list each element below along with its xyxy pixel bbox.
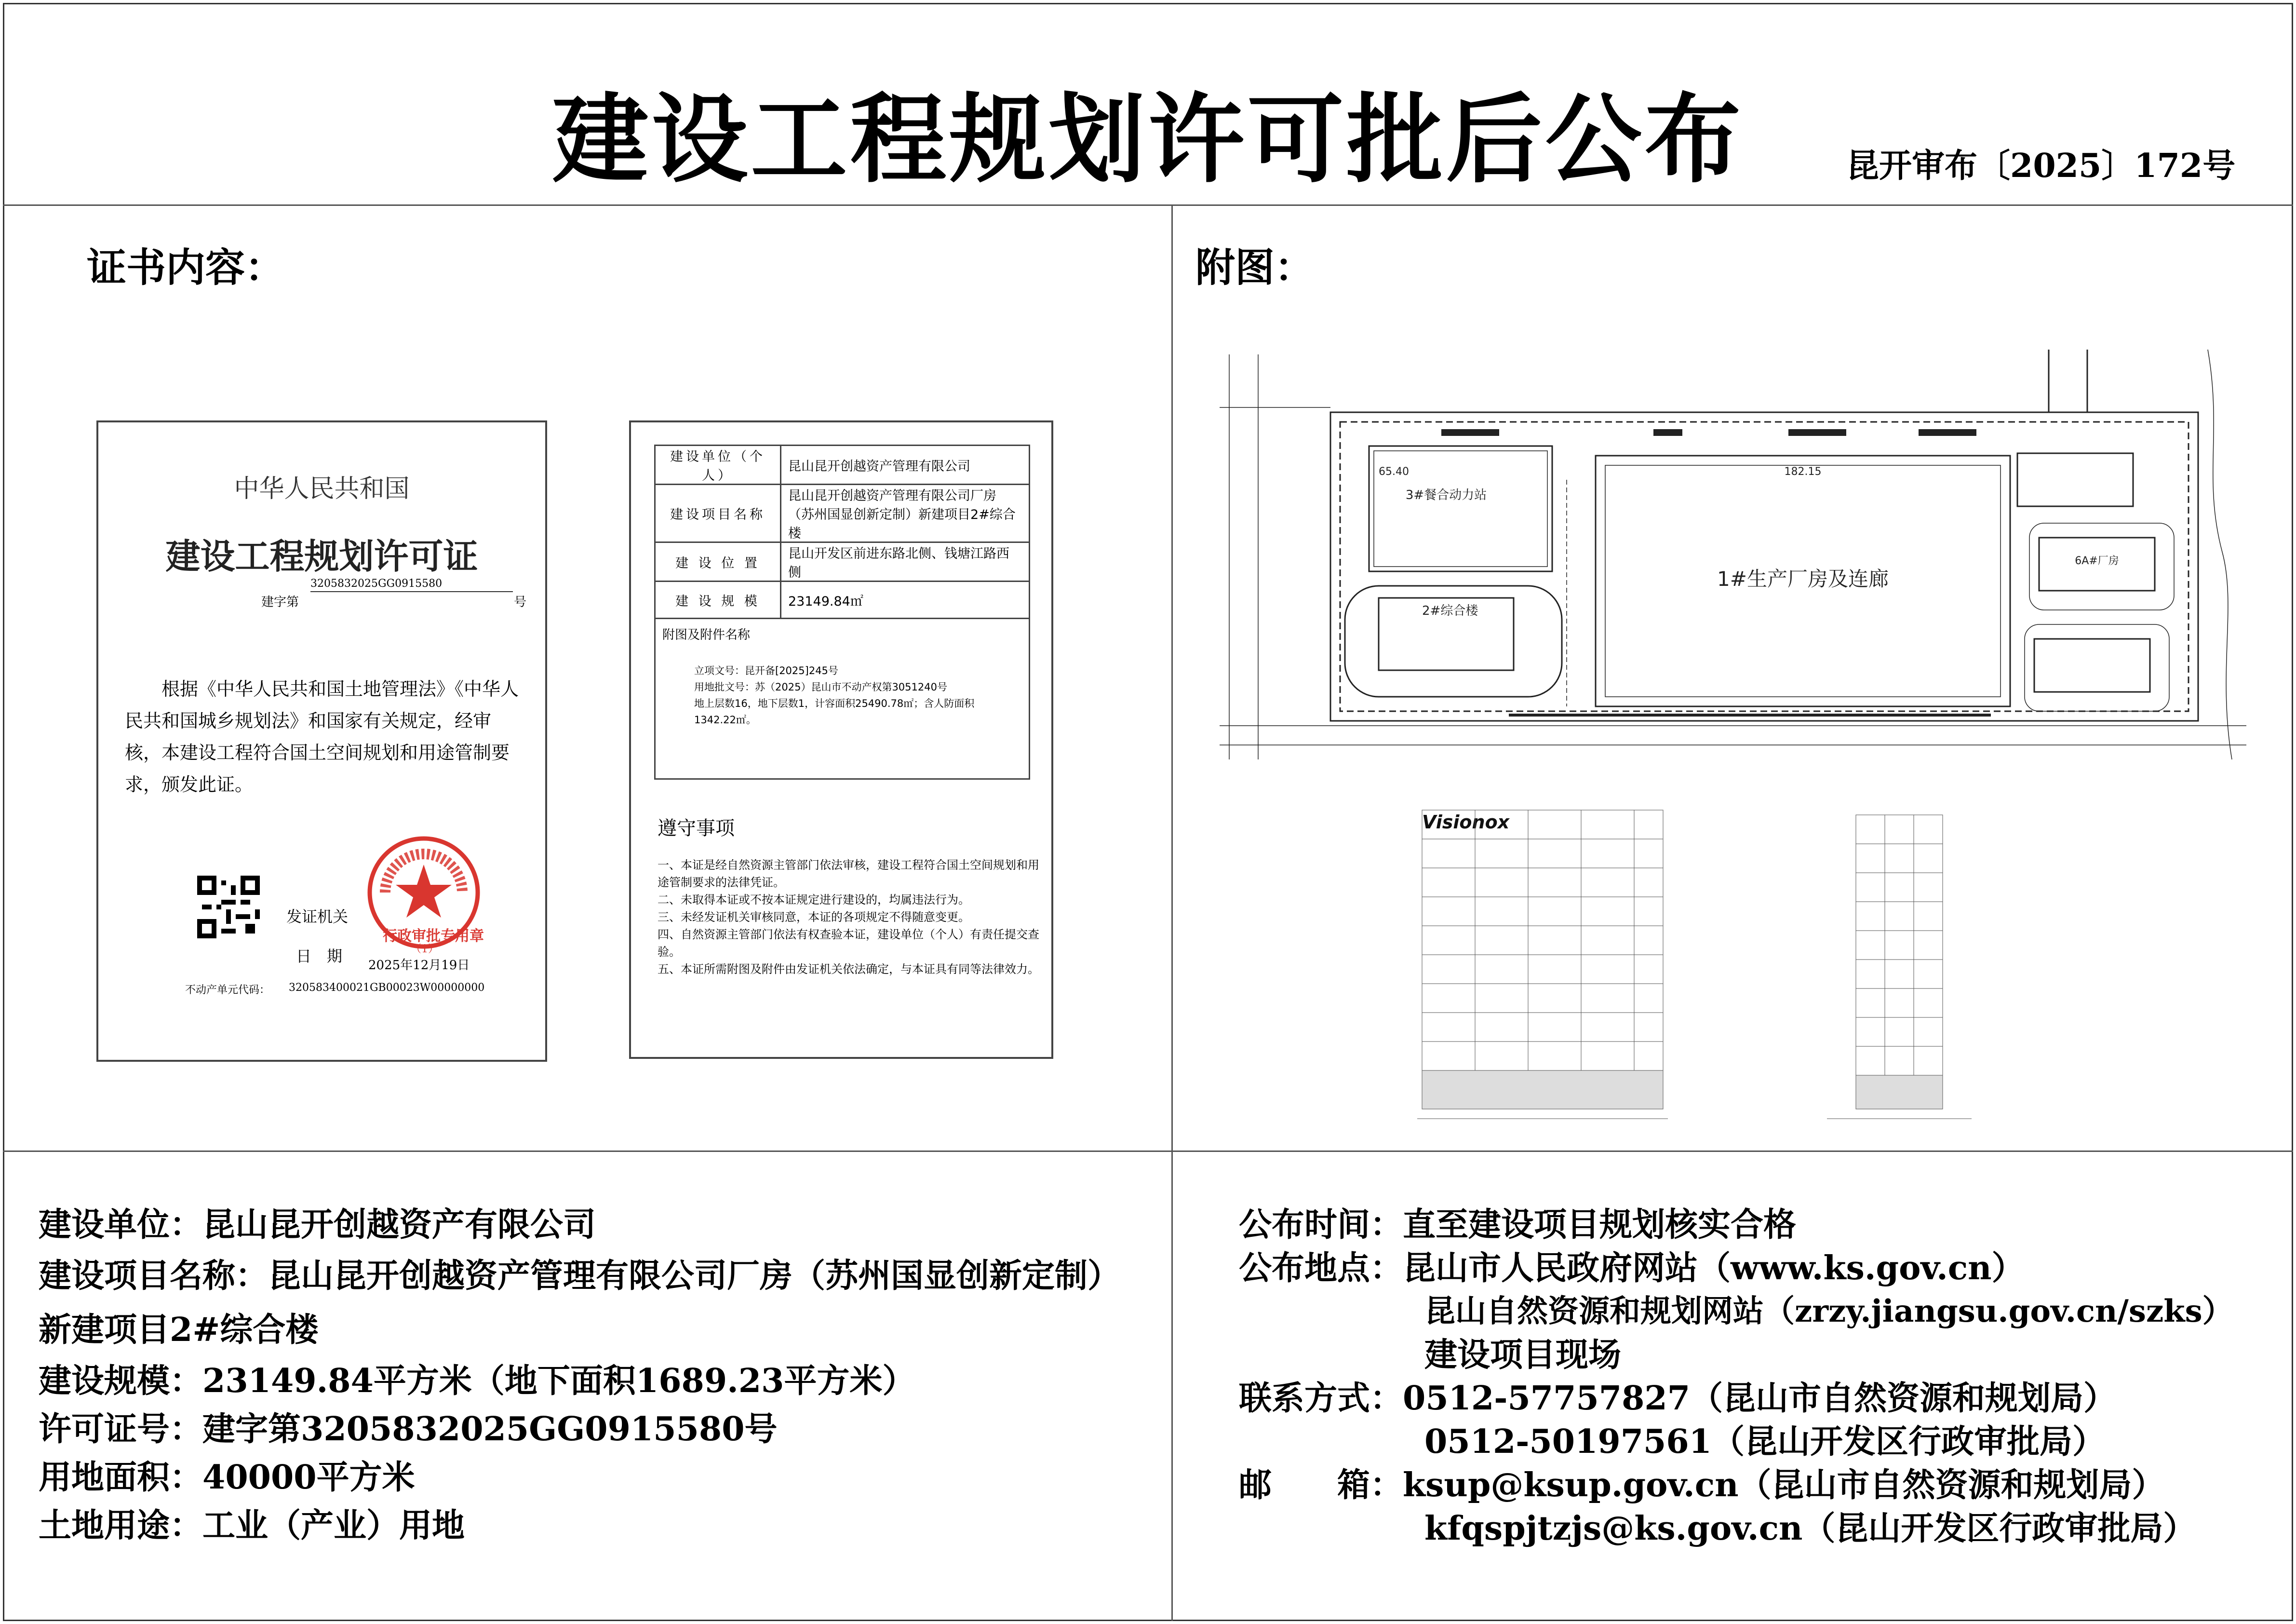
attachments-box bbox=[654, 619, 1030, 780]
date-label: 日 期 bbox=[296, 947, 343, 965]
publish-place-1: 昆山市人民政府网站（www.ks.gov.cn） bbox=[1403, 1249, 2025, 1287]
publish-time-label: 公布时间： bbox=[1239, 1205, 1403, 1244]
visionox-logo: Visionox bbox=[1422, 812, 1510, 833]
contact-line-2 bbox=[1239, 1420, 2275, 1463]
notes-title: 遵守事项 bbox=[658, 817, 735, 839]
certificate-title: 建设工程规划许可证 bbox=[165, 536, 478, 577]
dimension-left: 65.40 bbox=[1379, 466, 1409, 478]
publication-number: 昆开审布〔2025〕172号 bbox=[1846, 147, 2236, 185]
upper-column-divider bbox=[1171, 204, 1173, 1152]
list-item: 用地批文号：苏（2025）昆山市不动产权第3051240号 bbox=[694, 681, 947, 693]
land-use-line bbox=[39, 1502, 1142, 1550]
certificate-front-page bbox=[96, 420, 547, 1062]
header-divider bbox=[3, 204, 2293, 206]
building6-label: 6A#厂房 bbox=[2075, 555, 2119, 567]
publish-place-line bbox=[1239, 1246, 2275, 1290]
contact-2: 0512-50197561（昆山开发区行政审批局） bbox=[1424, 1422, 2105, 1461]
certificate-number-prefix: 建字第 bbox=[261, 595, 299, 609]
table-row bbox=[655, 542, 1030, 582]
list-item: 一、本证是经自然资源主管部门依法审核，建设工程符合国土空间规划和用途管制要求的法律凭证。 bbox=[658, 858, 1039, 889]
project-name-label: 建设项目名称： bbox=[39, 1257, 269, 1295]
project-name-value: 昆山昆开创越资产管理有限公司厂房（苏州国显创新定制）新建项目2#综合楼 bbox=[39, 1257, 1121, 1349]
row-label: 建设项目名称 bbox=[655, 485, 781, 542]
land-use-label: 土地用途： bbox=[39, 1506, 203, 1545]
unit-code-label: 不动产单元代码： bbox=[185, 984, 270, 996]
elevation-drawing-a bbox=[1417, 800, 1668, 1133]
contact-line bbox=[1239, 1377, 2275, 1420]
mail-2: kfqspjtzjs@ks.gov.cn（昆山开发区行政审批局） bbox=[1424, 1509, 2196, 1548]
info-divider bbox=[3, 1150, 2293, 1152]
permit-line bbox=[39, 1405, 1142, 1453]
attachments-label: 附图及附件名称 bbox=[662, 628, 751, 642]
qr-code-icon bbox=[197, 876, 260, 938]
certificate-number-line bbox=[310, 591, 513, 592]
table-row bbox=[655, 446, 1030, 485]
row-label: 建设单位（个人） bbox=[655, 446, 781, 485]
row-value: 昆山昆开创越资产管理有限公司厂房（苏州国显创新定制）新建项目2#综合楼 bbox=[781, 485, 1030, 542]
site-plan-drawing bbox=[1220, 335, 2246, 764]
certificate-heading: 证书内容： bbox=[87, 245, 285, 291]
certificate-body-text: 根据《中华人民共和国土地管理法》《中华人民共和国城乡规划法》和国家有关规定，经审核，本建设工程符合国土空间规划和用途管制要求，颁发此证。 bbox=[125, 678, 519, 795]
dimension-top: 182.15 bbox=[1784, 466, 1822, 478]
certificate-back-page bbox=[629, 420, 1053, 1059]
publish-place-line-3 bbox=[1239, 1333, 2275, 1377]
row-value: 昆山开发区前进东路北侧、钱塘江路西侧 bbox=[781, 542, 1030, 582]
elevation-drawing-b bbox=[1827, 810, 1972, 1133]
table-row bbox=[655, 485, 1030, 542]
row-value: 昆山昆开创越资产管理有限公司 bbox=[781, 446, 1030, 485]
row-label: 建 设 位 置 bbox=[655, 542, 781, 582]
notes-list bbox=[658, 856, 1043, 978]
unit-label: 建设单位： bbox=[39, 1205, 203, 1244]
publish-info bbox=[1239, 1203, 2275, 1550]
mail-line-2 bbox=[1239, 1507, 2275, 1550]
publish-place-line-2 bbox=[1239, 1290, 2275, 1333]
permit-value: 建字第3205832025GG0915580号 bbox=[202, 1410, 778, 1448]
list-item: 三、未经发证机关审核同意，本证的各项规定不得随意变更。 bbox=[658, 910, 970, 924]
attachment-heading: 附图： bbox=[1195, 245, 1315, 291]
building3-label: 3#餐合动力站 bbox=[1405, 488, 1487, 502]
unit-code: 320583400021GB00023W00000000 bbox=[289, 982, 485, 994]
publish-place-3: 建设项目现场 bbox=[1424, 1336, 1622, 1374]
issuer-label: 发证机关 bbox=[286, 907, 349, 926]
scale-value: 23149.84平方米（地下面积1689.23平方米） bbox=[202, 1362, 915, 1400]
building2-label: 2#综合楼 bbox=[1422, 604, 1478, 618]
certificate-country: 中华人民共和国 bbox=[234, 474, 410, 503]
mail-1: ksup@ksup.gov.cn（昆山市自然资源和规划局） bbox=[1403, 1466, 2165, 1504]
list-item: 五、本证所需附图及附件由发证机关依法确定，与本证具有同等法律效力。 bbox=[658, 962, 1039, 976]
list-item: 二、未取得本证或不按本证规定进行建设的，均属违法行为。 bbox=[658, 893, 970, 907]
publish-place-2: 昆山自然资源和规划网站（zrzy.jiangsu.gov.cn/szks） bbox=[1424, 1293, 2233, 1329]
issue-date: 2025年12月19日 bbox=[368, 958, 470, 973]
permit-label: 许可证号： bbox=[39, 1410, 203, 1448]
mail-line bbox=[1239, 1463, 2275, 1507]
lower-column-divider bbox=[1171, 1150, 1173, 1621]
list-item: 立项文号：昆开备[2025]245号 bbox=[694, 665, 838, 677]
land-use-value: 工业（产业）用地 bbox=[202, 1506, 465, 1545]
certificate-detail-table bbox=[654, 445, 1030, 780]
area-value: 40000平方米 bbox=[202, 1458, 415, 1497]
table-row bbox=[655, 582, 1030, 619]
unit-value: 昆山昆开创越资产有限公司 bbox=[202, 1205, 596, 1244]
unit-line bbox=[39, 1201, 1142, 1249]
certificate-number-suffix: 号 bbox=[514, 595, 527, 609]
notice-title: 建设工程规划许可批后公布 bbox=[552, 84, 1744, 196]
certificate-number: 3205832025GG0915580 bbox=[310, 578, 443, 590]
publish-time-line bbox=[1239, 1203, 2275, 1246]
row-label: 建 设 规 模 bbox=[655, 582, 781, 619]
publish-time-value: 直至建设项目规划核实合格 bbox=[1403, 1205, 1797, 1244]
publish-place-label: 公布地点： bbox=[1239, 1249, 1403, 1287]
contact-1: 0512-57757827（昆山市自然资源和规划局） bbox=[1403, 1379, 2117, 1418]
seal-text: 行政审批专用章 bbox=[383, 928, 484, 945]
list-item: 四、自然资源主管部门依法有权查验本证，建设单位（个人）有责任提交查验。 bbox=[658, 928, 1039, 959]
scale-label: 建设规模： bbox=[39, 1362, 203, 1400]
building1-label: 1#生产厂房及连廊 bbox=[1717, 567, 1889, 591]
row-value: 23149.84㎡ bbox=[781, 582, 1030, 619]
project-info bbox=[39, 1201, 1142, 1550]
project-name-line bbox=[39, 1249, 1142, 1357]
scale-line bbox=[39, 1357, 1142, 1405]
contact-label: 联系方式： bbox=[1239, 1379, 1403, 1418]
seal-number: （1） bbox=[411, 943, 439, 955]
area-label: 用地面积： bbox=[39, 1458, 203, 1497]
area-line bbox=[39, 1453, 1142, 1502]
list-item: 地上层数16，地下层数1，计容面积25490.78㎡；含人防面积1342.22㎡。 bbox=[694, 698, 975, 726]
mail-label: 邮 箱： bbox=[1239, 1466, 1403, 1504]
attachments-list bbox=[694, 663, 1012, 728]
